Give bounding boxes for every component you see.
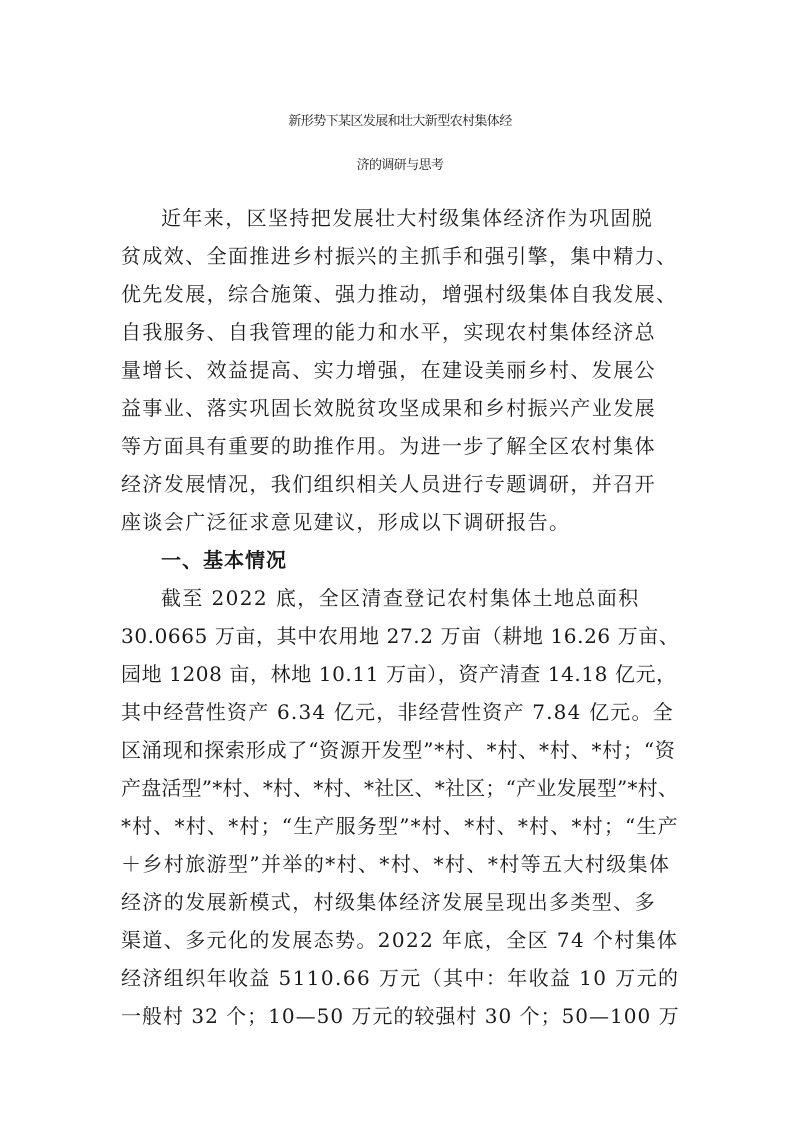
section-paragraph-line: 其中经营性资产 6.34 亿元，非经营性资产 7.84 亿元。全: [121, 700, 674, 724]
section-paragraph-line: 经济组织年收益 5110.66 万元（其中：年收益 10 万元的: [121, 966, 680, 990]
section-paragraph-line: 园地 1208 亩，林地 10.11 万亩），资产清查 14.18 亿元，: [121, 662, 677, 686]
intro-paragraph-line: 贫成效、全面推进乡村振兴的主抓手和强引擎，集中精力、: [121, 244, 678, 268]
section-heading: 一、基本情况: [161, 548, 287, 572]
section-paragraph-line: 截至 2022 底，全区清查登记农村集体土地总面积: [161, 586, 640, 610]
section-paragraph-line: 渠道、多元化的发展态势。2022 年底，全区 74 个村集体: [121, 928, 679, 952]
intro-paragraph-line: 座谈会广泛征求意见建议，形成以下调研报告。: [121, 510, 571, 534]
intro-paragraph-line: 益事业、落实巩固长效脱贫攻坚成果和乡村振兴产业发展: [121, 396, 656, 420]
section-paragraph-line: ＋乡村旅游型”并举的*村、*村、*村、*村等五大村级集体: [121, 852, 671, 876]
section-paragraph-line: 30.0665 万亩，其中农用地 27.2 万亩（耕地 16.26 万亩、: [121, 624, 680, 648]
intro-paragraph-line: 自我服务、自我管理的能力和水平，实现农村集体经济总: [121, 320, 656, 344]
section-paragraph-line: 产盘活型”*村、*村、*村、*社区、*社区；“产业发展型”*村、: [121, 776, 679, 800]
intro-paragraph-line: 近年来，区坚持把发展壮大村级集体经济作为巩固脱: [161, 206, 654, 230]
intro-paragraph-line: 量增长、效益提高、实力增强，在建设美丽乡村、发展公: [121, 358, 656, 382]
section-paragraph-line: 区涌现和探索形成了“资源开发型”*村、*村、*村、*村；“资: [121, 738, 676, 762]
document-title-line-2: 济的调研与思考: [356, 158, 444, 173]
document-title-line-1: 新形势下某区发展和壮大新型农村集体经: [288, 114, 512, 129]
intro-paragraph-line: 等方面具有重要的助推作用。为进一步了解全区农村集体: [121, 434, 656, 458]
intro-paragraph-line: 经济发展情况，我们组织相关人员进行专题调研，并召开: [121, 472, 656, 496]
section-paragraph-line: *村、*村、*村；“生产服务型”*村、*村、*村、*村；“生产: [121, 814, 679, 838]
section-paragraph-line: 经济的发展新模式，村级集体经济发展呈现出多类型、多: [121, 890, 656, 914]
intro-paragraph-line: 优先发展，综合施策、强力推动，增强村级集体自我发展、: [121, 282, 678, 306]
section-paragraph-line: 一般村 32 个；10—50 万元的较强村 30 个；50—100 万: [121, 1004, 680, 1028]
